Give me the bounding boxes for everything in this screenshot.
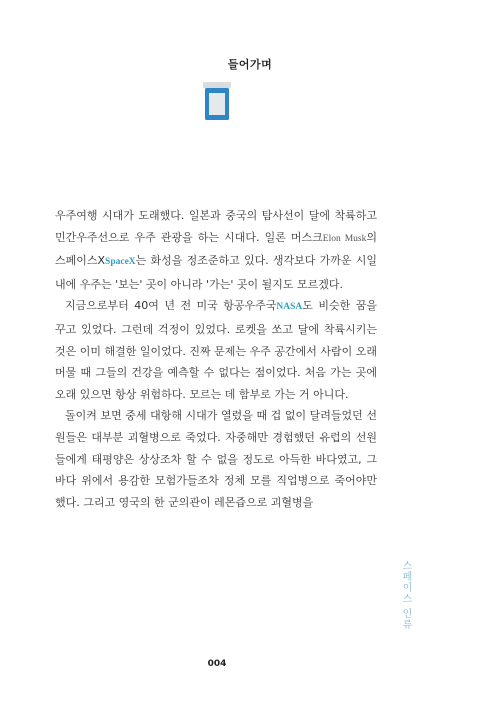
elon-musk-gloss: Elon Musk: [322, 233, 367, 244]
paragraph-1-part-c: 는 화성을 정조준하고 있다. 생각보다 가까운 시일 내에 우주는 '보는' 곳이 아니라 '가는' 곳이 될지도 모르겠다.: [55, 254, 377, 291]
paragraph-2-part-a: 지금으로부터 40여 년 전 미국 항공우주국: [65, 299, 277, 313]
pill-bottle-icon: [202, 82, 232, 120]
body-text: [55, 205, 377, 513]
spacex-gloss: SpaceX: [105, 257, 136, 268]
paragraph-3: [55, 405, 377, 513]
paragraph-3-text: 돌이켜 보면 중세 대항해 시대가 열렸을 때 겁 없이 달려들었던 선원들은 대부분 괴혈병으로 죽었다. 자중해만 경험했던 유럽의 선원들에게 태평양은 상상조차 할 수 없을 정도로 아득한 바다였고, 그 바다 위에서 용감한 모험가들조차 정체 모를 직업병으로 죽어야만 했다. 그리고 영국의 한 군의관이 레몬즙으로 괴혈병을: [55, 409, 377, 509]
paragraph-1-part-a: 우주여행 시대가 도래했다. 일본과 중국의 탐사선이 달에 착륙하고 민간우주선으로 우주 관광을 하는 시대다. 일론 머스크: [55, 209, 377, 244]
bottle-cap: [203, 82, 231, 88]
running-book-title: 스페이스 인류: [400, 560, 411, 631]
page-number: 004: [207, 659, 227, 669]
nasa-gloss: NASA: [276, 302, 303, 313]
paragraph-2: [55, 295, 377, 405]
bottle-label: [209, 93, 225, 115]
chapter-heading: 들어가며: [227, 58, 273, 71]
paragraph-2-part-b: 도 비슷한 꿈을 꾸고 있었다. 그런데 걱정이 있었다. 로켓을 쏘고 달에 착륙시키는 것은 이미 해결한 일이었다. 진짜 문제는 우주 공간에서 사람이 오래 머물 때 그들의 건강을 예측할 수 없다는 점이었다. 처음 가는 곳에 오래 있으면 항상 위험하다. 모르는 데 함부로 가는 거 아니다.: [55, 299, 377, 401]
paragraph-1: [55, 205, 377, 295]
paragraph-1-part-b: 의 스페이스X: [55, 230, 377, 268]
